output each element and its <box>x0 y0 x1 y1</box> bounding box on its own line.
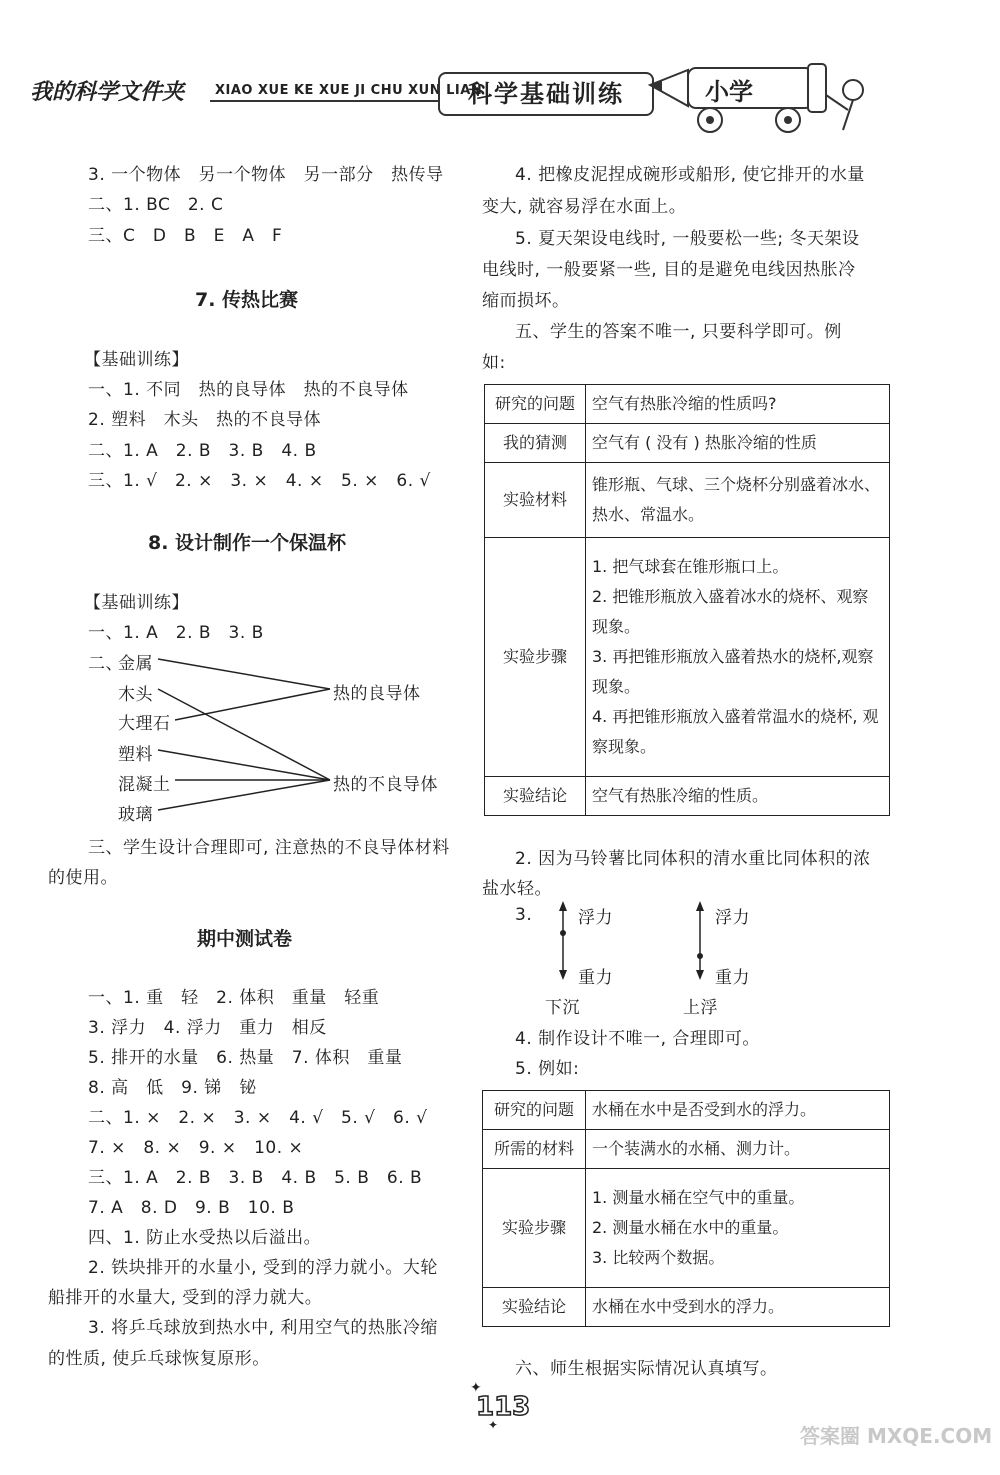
text-line: 二、1. A 2. B 3. B 4. B <box>88 441 317 461</box>
table-header-cell: 实验步骤 <box>485 538 586 777</box>
text-line: 船排开的水量大, 受到的浮力就大。 <box>48 1288 323 1308</box>
text-line: 一、1. A 2. B 3. B <box>88 623 264 643</box>
table-cell: 空气有热胀冷缩的性质吗? <box>586 385 890 424</box>
table-header-cell: 实验结论 <box>483 1288 586 1327</box>
text-line: 六、师生根据实际情况认真填写。 <box>515 1359 778 1379</box>
table-row <box>485 424 890 463</box>
section-tag: 【基础训练】 <box>84 350 189 370</box>
text-line: 缩而损坏。 <box>482 291 570 311</box>
sparkle-icon: ✦ <box>470 1380 482 1396</box>
step-item: 1. 测量水桶在空气中的重量。 <box>592 1188 805 1207</box>
text-line: 5. 夏天架设电线时, 一般要松一些; 冬天架设 <box>515 229 860 249</box>
text-line: 2. 因为马铃薯比同体积的清水重比同体积的浓 <box>515 849 871 869</box>
text-line: 2. 塑料 木头 热的不良导体 <box>88 410 322 430</box>
text-line: 四、1. 防止水受热以后溢出。 <box>88 1228 322 1248</box>
table-header-cell: 实验材料 <box>485 463 586 538</box>
text-line: 三、学生设计合理即可, 注意热的不良导体材料 <box>88 838 450 858</box>
text-line: 五、学生的答案不唯一, 只要科学即可。例 <box>515 322 842 342</box>
step-item: 4. 再把锥形瓶放入盛着常温水的烧杯, 观察现象。 <box>592 707 879 756</box>
match-item: 金属 <box>118 654 153 674</box>
pinyin-title: XIAO XUE KE XUE JI CHU XUN LIAN <box>215 83 483 98</box>
experiment-table-1 <box>484 384 890 816</box>
gravity-label: 重力 <box>578 968 613 988</box>
watermark: 答案圈 MXQE.COM <box>800 1424 993 1448</box>
step-item: 2. 测量水桶在水中的重量。 <box>592 1218 789 1237</box>
table-row <box>485 538 890 777</box>
table-cell: 水桶在水中受到水的浮力。 <box>586 1288 890 1327</box>
match-item: 混凝土 <box>118 775 171 795</box>
book-title: 科学基础训练 <box>438 72 654 116</box>
text-line: 二、1. BC 2. C <box>88 195 224 215</box>
text-line: 3. 将乒乓球放到热水中, 利用空气的热胀冷缩 <box>88 1318 438 1338</box>
step-item: 2. 把锥形瓶放入盛着冰水的烧杯、观察现象。 <box>592 587 869 636</box>
table-header-cell: 所需的材料 <box>483 1130 586 1169</box>
text-line: 一、1. 不同 热的良导体 热的不良导体 <box>88 380 409 400</box>
table-row <box>483 1130 890 1169</box>
table-cell: 锥形瓶、气球、三个烧杯分别盛着冰水、热水、常温水。 <box>586 463 890 538</box>
grade-label: 小学 <box>705 77 753 106</box>
match-target: 热的不良导体 <box>333 775 438 795</box>
step-item: 3. 再把锥形瓶放入盛着热水的烧杯,观察现象。 <box>592 647 874 696</box>
text-line: 的使用。 <box>48 868 118 888</box>
float-label: 上浮 <box>683 998 718 1018</box>
text-line: 三、1. A 2. B 3. B 4. B 5. B 6. B <box>88 1168 423 1188</box>
step-item: 3. 比较两个数据。 <box>592 1248 725 1267</box>
buoyancy-label: 浮力 <box>578 908 613 928</box>
table-cell: 一个装满水的水桶、测力计。 <box>586 1130 890 1169</box>
text-line: 8. 高 低 9. 锑 铋 <box>88 1078 257 1098</box>
match-item: 木头 <box>118 685 153 705</box>
table-header-cell: 我的猜测 <box>485 424 586 463</box>
table-header-cell: 研究的问题 <box>485 385 586 424</box>
section-tag: 【基础训练】 <box>84 593 189 613</box>
table-header-cell: 实验步骤 <box>483 1169 586 1288</box>
text-line: 7. A 8. D 9. B 10. B <box>88 1198 295 1218</box>
sink-label: 下沉 <box>545 998 580 1018</box>
table-cell <box>586 538 890 777</box>
section-title: 8. 设计制作一个保温杯 <box>148 532 347 554</box>
text-line: 电线时, 一般要紧一些, 目的是避免电线因热胀冷 <box>482 260 856 280</box>
section-title: 期中测试卷 <box>197 928 293 950</box>
experiment-table-2 <box>482 1090 890 1327</box>
page-number: 113 <box>476 1392 531 1422</box>
force-arrows <box>540 898 720 988</box>
table-cell: 空气有 ( 没有 ) 热胀冷缩的性质 <box>586 424 890 463</box>
table-header-cell: 研究的问题 <box>483 1091 586 1130</box>
text-line: 如: <box>482 353 506 373</box>
text-line: 的性质, 使乒乓球恢复原形。 <box>48 1349 270 1369</box>
table-cell: 水桶在水中是否受到水的浮力。 <box>586 1091 890 1130</box>
gravity-label: 重力 <box>715 968 750 988</box>
text-line: 三、C D B E A F <box>88 226 283 246</box>
match-item: 塑料 <box>118 745 153 765</box>
table-row <box>483 1091 890 1130</box>
table-cell <box>586 1169 890 1288</box>
text-line: 变大, 就容易浮在水面上。 <box>482 197 687 217</box>
text-line: 盐水轻。 <box>482 879 552 899</box>
text-line: 三、1. √ 2. × 3. × 4. × 5. × 6. √ <box>88 471 431 491</box>
text-line: 5. 排开的水量 6. 热量 7. 体积 重量 <box>88 1048 403 1068</box>
text-line: 3. 一个物体 另一个物体 另一部分 热传导 <box>88 165 444 185</box>
series-logo: 我的科学文件夹 <box>30 79 185 105</box>
table-row <box>483 1288 890 1327</box>
buoyancy-label: 浮力 <box>715 908 750 928</box>
table-row <box>485 777 890 816</box>
sparkle-icon: ✦ <box>488 1418 499 1432</box>
text-line: 7. × 8. × 9. × 10. × <box>88 1138 304 1158</box>
text-line: 4. 把橡皮泥捏成碗形或船形, 使它排开的水量 <box>515 165 865 185</box>
match-item: 玻璃 <box>118 805 153 825</box>
text-line: 一、1. 重 轻 2. 体积 重量 轻重 <box>88 988 380 1008</box>
text-line: 2. 铁块排开的水量小, 受到的浮力就小。大轮 <box>88 1258 438 1278</box>
table-row <box>485 385 890 424</box>
table-row <box>483 1169 890 1288</box>
text-line: 3. 浮力 4. 浮力 重力 相反 <box>88 1018 327 1038</box>
match-item: 大理石 <box>118 714 171 734</box>
step-item: 1. 把气球套在锥形瓶口上。 <box>592 557 789 576</box>
match-prefix: 二、 <box>88 654 123 674</box>
section-title: 7. 传热比赛 <box>195 289 299 311</box>
match-target: 热的良导体 <box>333 684 421 704</box>
pencil-car-icon <box>648 50 868 140</box>
text-line: 5. 例如: <box>515 1059 580 1079</box>
text-line: 二、1. × 2. × 3. × 4. √ 5. √ 6. √ <box>88 1108 428 1128</box>
match-lines <box>0 0 460 830</box>
table-row <box>485 463 890 538</box>
table-cell: 空气有热胀冷缩的性质。 <box>586 777 890 816</box>
text-line: 4. 制作设计不唯一, 合理即可。 <box>515 1029 760 1049</box>
table-header-cell: 实验结论 <box>485 777 586 816</box>
diagram-number: 3. <box>515 905 533 925</box>
